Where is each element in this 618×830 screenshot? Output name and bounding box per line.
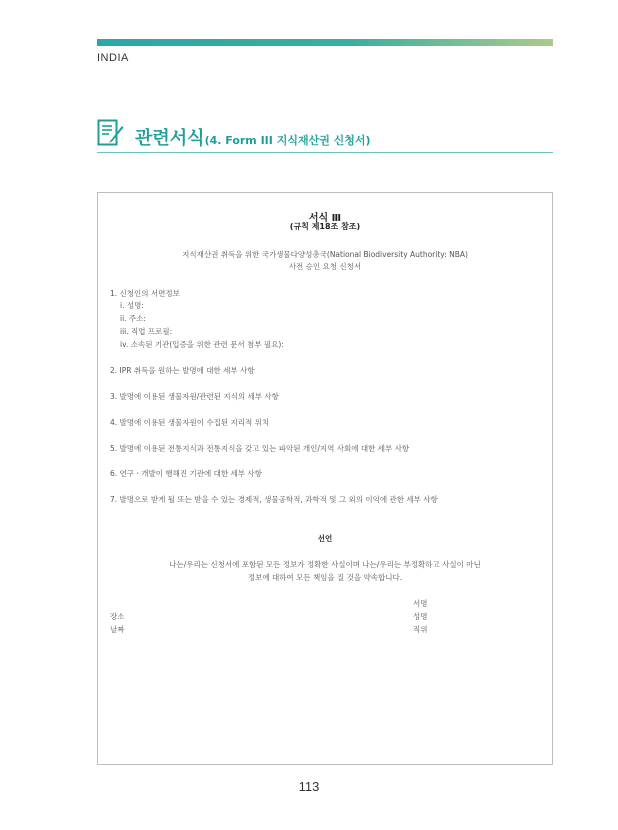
form-iii-document — [97, 192, 553, 765]
name-label: 성명 — [413, 612, 428, 621]
form-rule-reference: (규칙 제18조 참조) — [289, 222, 361, 231]
form-item: 2. IPR 취득을 원하는 발명에 대한 세부 사항 — [110, 366, 255, 375]
place-label: 장소 — [110, 612, 125, 621]
section-divider — [97, 152, 553, 153]
form-subitem-institution: iv. 소속된 기관(입증을 위한 관련 문서 첨부 필요): — [120, 340, 284, 349]
form-item: 4. 발명에 이용된 생물자원이 수집된 지리적 위치 — [110, 418, 270, 427]
form-intro-line: 사전 승인 요청 신청서 — [288, 262, 362, 271]
date-label: 날짜 — [110, 625, 125, 634]
position-label: 직위 — [413, 625, 428, 634]
section-header — [97, 118, 553, 156]
declaration-text: 정보에 대하여 모든 책임을 질 것을 약속합니다. — [247, 573, 403, 582]
form-item: 7. 발명으로 받게 될 또는 받을 수 있는 경제적, 생물공학적, 과학적 및 그 외의 이익에 관한 세부 사항 — [110, 495, 438, 504]
form-item: 3. 발명에 이용된 생물자원/관련된 지식의 세부 사항 — [110, 392, 279, 401]
form-item-applicant-info: 1. 신청인의 서면정보 — [110, 289, 180, 298]
header-accent-bar — [97, 39, 553, 46]
form-subitem-name: i. 성명: — [120, 301, 144, 310]
declaration-text: 나는/우리는 신청서에 포함된 모든 정보가 정확한 사실이며 나는/우리는 부정확하고 사실이 아닌 — [169, 560, 481, 569]
form-item: 5. 발명에 이용된 전통지식과 전통지식을 갖고 있는 파악된 개인/지역 사회에 대한 세부 사항 — [110, 444, 410, 453]
section-title — [135, 124, 371, 150]
document-pencil-icon — [97, 118, 125, 148]
section-title-sub: (4. Form III 지식재산권 신청서) — [204, 134, 371, 147]
country-label: INDIA — [97, 52, 129, 64]
form-intro-line: 지식재산권 취득을 위한 국가생물다양성총국(National Biodiversity Authority: NBA) — [182, 250, 468, 259]
form-item: 6. 연구ㆍ개발이 행해진 기관에 대한 세부 사항 — [110, 469, 262, 478]
form-title: 서식 Ⅲ — [308, 213, 342, 224]
form-subitem-address: ii. 주소: — [120, 314, 146, 323]
page-number: 113 — [298, 779, 320, 794]
signature-label: 서명 — [413, 599, 428, 608]
form-subitem-profile: iii. 직업 프로필: — [120, 327, 173, 336]
declaration-title: 선언 — [317, 534, 333, 543]
section-title-main: 관련서식 — [135, 128, 205, 149]
